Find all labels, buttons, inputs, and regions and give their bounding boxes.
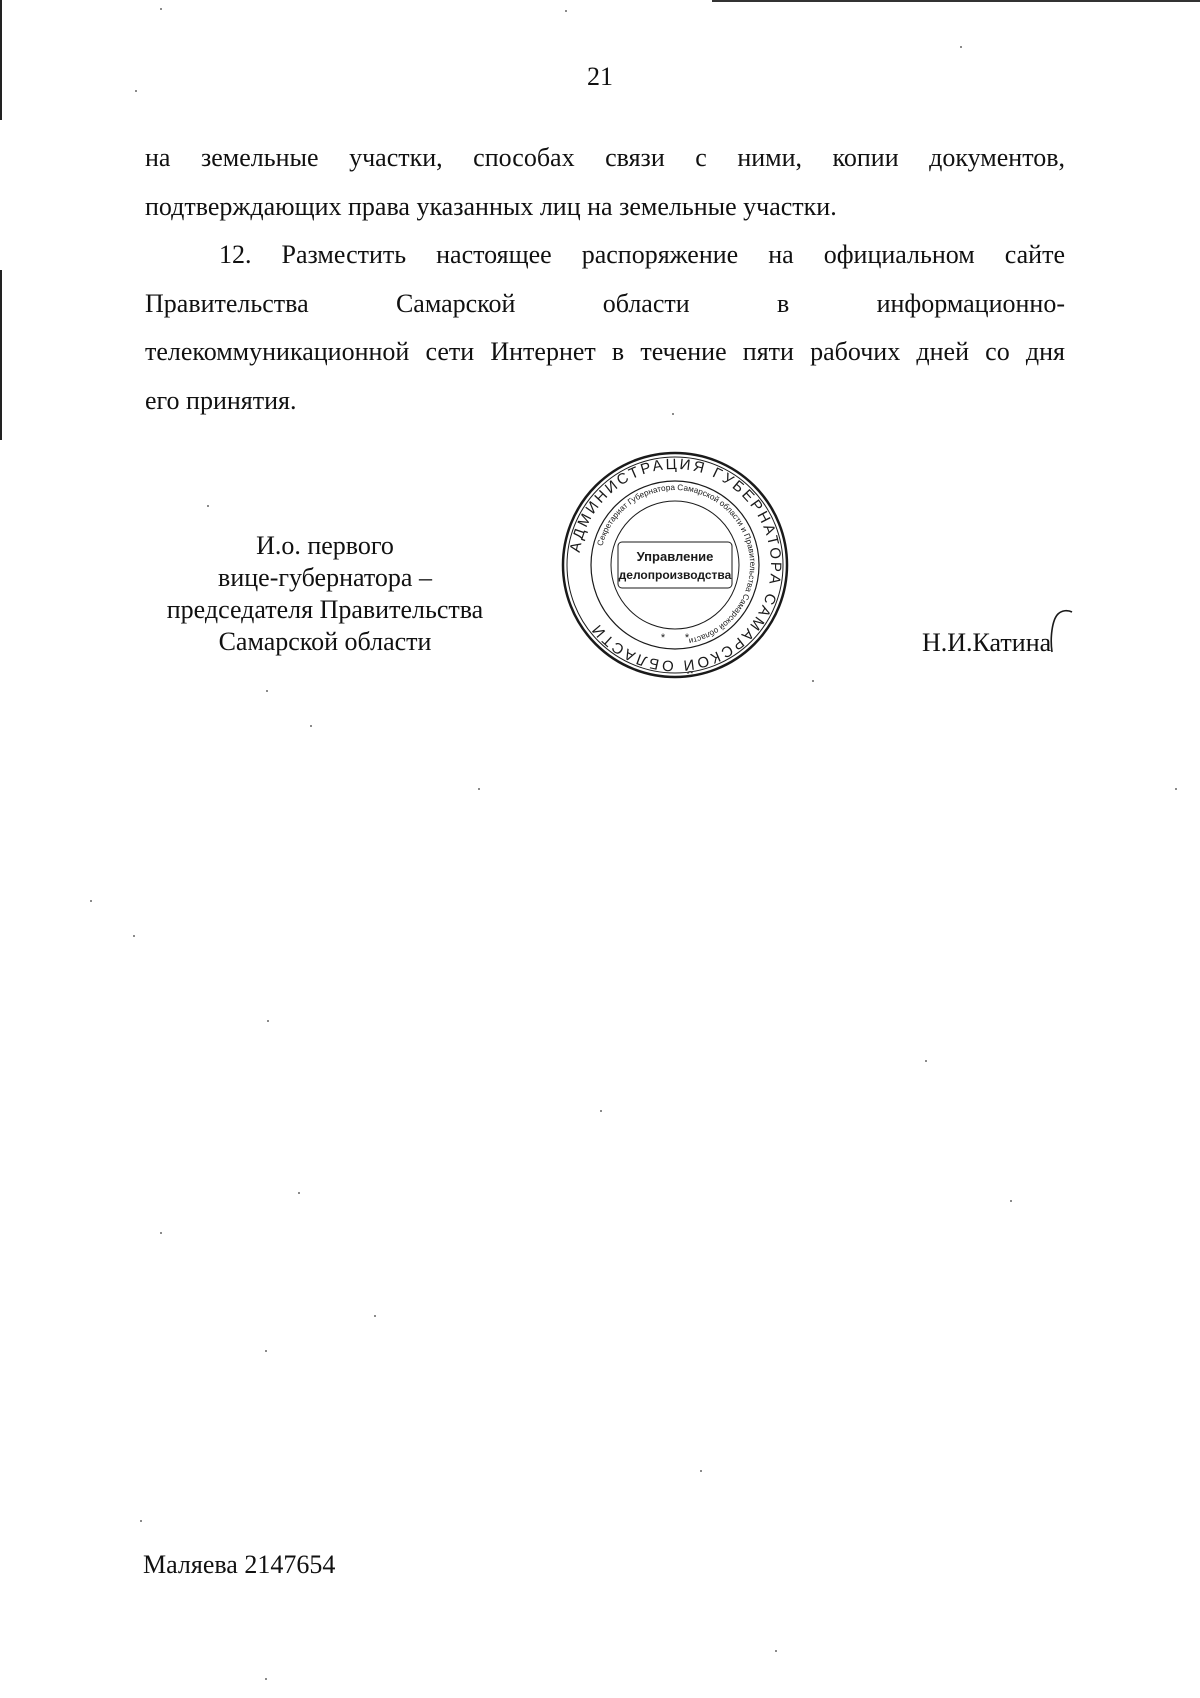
official-seal (560, 450, 790, 680)
position-line: вице-губернатора – (218, 563, 432, 592)
paragraph-continuation (145, 134, 1065, 231)
signatory-position (140, 530, 510, 658)
signatory-name: Н.И.Катина (922, 628, 1052, 657)
text-line: на земельные участки, способах связи с ними, копии документов, (145, 143, 1065, 172)
signature-stroke-icon (1048, 608, 1074, 654)
text-line: его принятия. (145, 385, 297, 415)
seal-outer-text: АДМИНИСТРАЦИЯ ГУБЕРНАТОРА САМАРСКОЙ ОБЛАСТИ (566, 455, 785, 675)
position-line: председателя Правительства (166, 595, 484, 624)
text-line: Правительства Самарской области в информационно- (145, 288, 1065, 318)
position-line: Самарской области (218, 627, 432, 656)
position-line: И.о. первого (256, 531, 394, 560)
text-line: подтверждающих права указанных лиц на земельные участки. (145, 191, 837, 221)
seal-star-icon: * (660, 632, 666, 644)
seal-center-line: делопроизводства (618, 568, 732, 582)
body-text (145, 134, 1065, 425)
paragraph-12 (145, 231, 1065, 425)
executor-contact: Маляева 2147654 (143, 1550, 336, 1579)
scan-edge-line (0, 0, 2, 120)
seal-center-line: Управление (636, 549, 714, 564)
scan-edge-line (0, 270, 2, 440)
text-line: телекоммуникационной сети Интернет в течение пяти рабочих дней со дня (145, 337, 1065, 366)
page-number: 21 (587, 62, 613, 91)
seal-star-icon: * (684, 632, 690, 644)
scan-edge-line (712, 0, 1200, 2)
seal-inner-text: Секретариат Губернатора Самарской области и Правительства Самарской области (595, 482, 758, 646)
text-line: 12. Разместить настоящее распоряжение на официальном сайте (219, 240, 1065, 269)
